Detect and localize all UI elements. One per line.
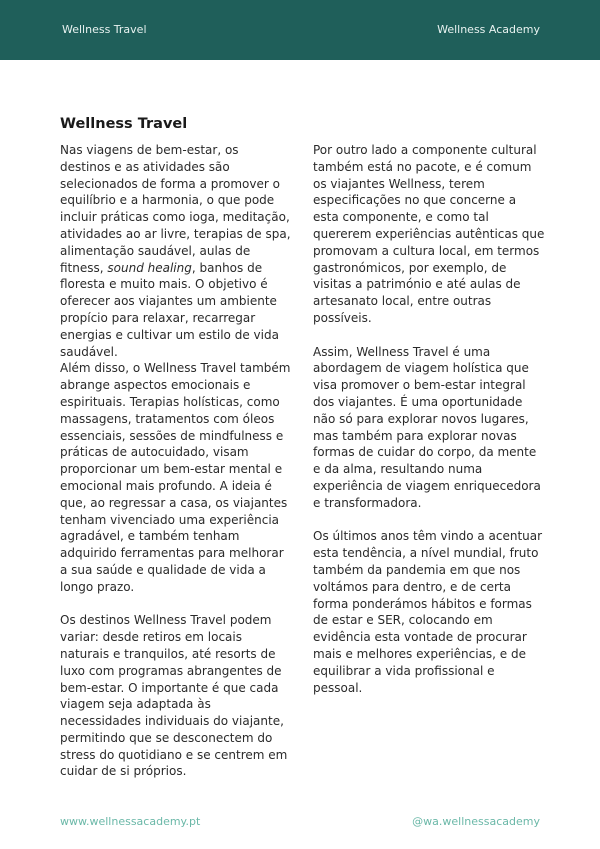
header-right-label: Wellness Academy <box>437 23 540 36</box>
header-left-label: Wellness Travel <box>62 23 147 36</box>
right-paragraph-1: Por outro lado a componente cultural também está no pacote, e é comum os viajantes Wellness, terem especificações no que concerne a esta componente, e como tal quererem experiências autênticas que promovam a cultura local, em termos gastronómicos, por exemplo, de visitas a património e até aulas de artesanato local, entre outras possíveis. <box>313 143 545 325</box>
article-title: Wellness Travel <box>60 116 188 132</box>
left-paragraph-2: Além disso, o Wellness Travel também abrange aspectos emocionais e espirituais. Terapias holísticas, como massagens, tratamentos com óleos essenciais, sessões de mindfulness e práticas de autocuidado, visam proporcionar um bem-estar mental e emocional mais profundo. A ideia é que, ao regressar a casa, os viajantes tenham vivenciado uma experiência agradável, e também tenham adquirido ferramentas para melhorar a sua saúde e qualidade de vida a longo prazo. <box>60 361 291 594</box>
footer-social-handle[interactable]: @wa.wellnessacademy <box>412 815 540 828</box>
left-p1-text-start: Nas viagens de bem-estar, os destinos e as atividades são selecionados de forma a promover o equilíbrio e a harmonia, o que pode incluir práticas como ioga, meditação, atividades ao ar livre, terapias de spa, alimentação saudável, aulas de fitness, <box>60 143 291 275</box>
page-header <box>0 0 600 60</box>
left-paragraph-3: Os destinos Wellness Travel podem variar: desde retiros em locais naturais e tranquilos, até resorts de luxo com programas abrangentes de bem-estar. O importante é que cada viagem seja adaptada às necessidades individuais do viajante, permitindo que se desconectem do stress do quotidiano e se centrem em cuidar de si próprios. <box>60 613 288 779</box>
right-paragraph-2: Assim, Wellness Travel é uma abordagem de viagem holística que visa promover o bem-estar integral dos viajantes. É uma oportunidade não só para explorar novos lugares, mas também para explorar novas formas de cuidar do corpo, da mente e da alma, resultando numa experiência de viagem enriquecedora e transformadora. <box>313 344 541 510</box>
left-p1-text-end: , banhos de floresta e muito mais. O objetivo é oferecer aos viajantes um ambiente propício para relaxar, recarregar energias e cultivar um estilo de vida saudável. <box>60 260 279 359</box>
left-p1-italic: sound healing <box>107 260 192 275</box>
left-paragraph-1 <box>60 142 292 360</box>
footer-website-link[interactable]: www.wellnessacademy.pt <box>60 815 201 828</box>
right-column <box>313 142 545 696</box>
right-paragraph-3: Os últimos anos têm vindo a acentuar esta tendência, a nível mundial, fruto também da pandemia em que nos voltámos para dentro, e de certa forma ponderámos hábitos e formas de estar e SER, colocando em evidência esta vontade de procurar mais e melhores experiências, e de equilibrar a vida profissional e pessoal. <box>313 529 543 695</box>
left-column <box>60 142 292 780</box>
